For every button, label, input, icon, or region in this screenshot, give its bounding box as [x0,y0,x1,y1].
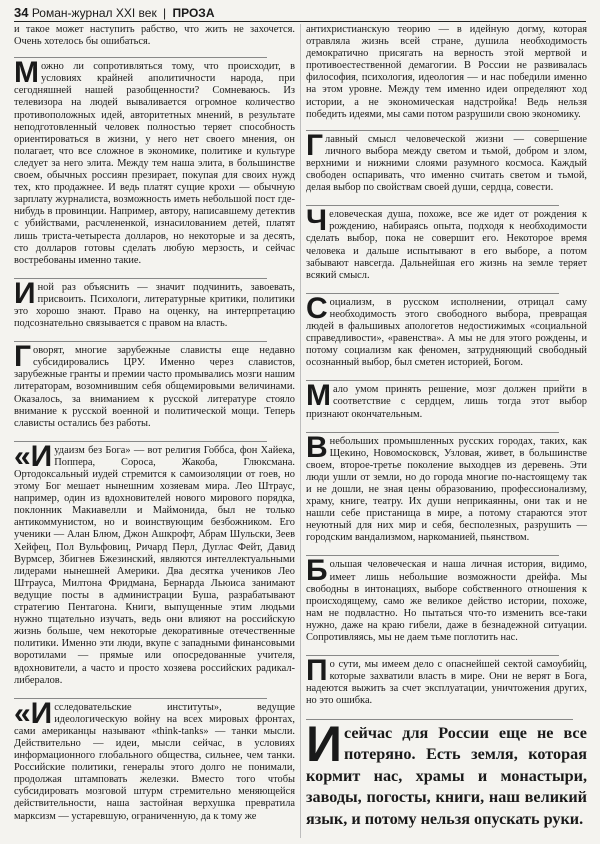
left-column [14,24,295,838]
continued-text: и такое может наступить рабство, что жить не захочется. Очень хотелось бы ошибаться. [14,24,295,48]
drop-cap: И [306,715,342,772]
page-header [14,4,215,21]
paragraph-text: удаизм без Бога» — вот религия Гоббса, фон Хайека, Поппера, Сороса, Жакоба, Глюксмана. Ортодоксальный иудей стремится к самоизоляции от гоев, но этому Бог мешает нынешним хозяевам мира. Лео Штраус, например, один из вдохновителей нового мирового порядка, поклонник Макиавелли и Маймонида, был не только антикоммунистом, но и воинствующим безбожником. Его ученики — Алан Блюм, Джон Ашкрофт, Абрам Шульски, Зеев Хейфец, Пол Вульфовиц, Ричард Перл, Дуглас Фейт, Давид Вурмсер, Збигнев Бжезинский, являются интеллектуальными лидерами нынешней Америки. Два десятка учеников Лео Штрауса, Милтона Фридмана, Бернарда Льюиса занимают ведущие посты в администрации Буша, разрабатывают стратегию Пентагона. Книги, выпущенные этим людьми нужно тщательно изучать, ведь они влияют на российскую жизнь больше, чем некоторые декоративные отечественные политики. Именно эти люди, вкупе с западными финансовыми воротилами — прямые или опосредованные учителя, вдохновители, а часто и просто хозяева российских радикал-либералов. [14,444,295,686]
paragraph [306,380,587,420]
paragraph-text: сследовательские институты», ведущие идеологическую войну на всех мировых фронтах, сами американцы называют «think-tanks» — танки мысли. Действительно — идеи, мысли сейчас, в условиях информационного глобального общества, сильнее, чем танки. Российские политики, генералы этого долго не понимали, продолжая штамповать железки. Вместо того чтобы субсидировать мозговой штурм стремительно меняющейся действительности, наша застойная верхушка превратила марксизм — устаревшую, ограниченную, да к тому же [14,701,295,822]
drop-cap: Г [306,128,324,162]
paragraph [14,278,295,330]
drop-cap: Б [306,554,328,588]
closing-paragraph [306,715,587,831]
drop-cap: М [14,56,39,90]
paragraph-text: ной раз объяснить — значит подчинить, завоевать, присвоить. Психологи, литературные критики, политики это хорошо знают. Право на оценку, на интерпретацию подсознательно связывается с правом на власть. [14,281,295,330]
paragraph-text: о сути, мы имеем дело с опаснейшей сектой самоубийц, которые захватили власть в мире. Они не верят в Бога, надеются выжить за счет эксплуатации, уничтожения других, но это ошибка. [306,659,587,707]
paragraph-text: небольших промышленных русских городах, таких, как Щекино, Новомосковск, Узловая, живет, в большинстве своем, второе-третье поколение выходцев из деревень. Эти люди ушли от земли, но до города многие по-настоящему так и не дошли, не зная цены образованию, профессионализму, храму, книге, театру. Их души неприкаянны, они так и не нашли себе пристанища в мире, а потому стараются этот неуютный для них мир и себя, бесполезных, разрушить — городским вандализмом, наркоманией, пьянством. [306,435,587,544]
drop-cap: В [306,430,328,464]
drop-cap: С [306,291,328,325]
paragraph [306,130,587,194]
paragraph-text: ало умом принять решение, мозг должен прийти в соответствие с сердцем, лишь тогда этот выбор признают окончательным. [306,384,587,420]
page-number: 34 [14,5,29,20]
drop-cap: «И [14,696,53,730]
paragraph-text: оворят, многие зарубежные слависты еще недавно субсидировались ЦРУ. Именно через славистов, зарубежные гранты и премии часто промывались мозги нашим литераторам, возомнившим себя общемировыми величинами. Оказалось, за вниманием к русской литературе стояло внимание к русской военной и политической мощи. Теперь слависты остались без работы. [14,345,295,429]
drop-cap: Г [14,340,32,374]
paragraph-text: ольшая человеческая и наша личная история, видимо, имеет лишь небольшие возможности дрейфа. Мы свободны в интонациях, выборе собственного отношения к происходящему, само же великое действо истории, похоже, нам не подвластно. Но пытаться что-то изменить все-таки нужно, даже на краю гибели, даже в безнадежной ситуации. Сопротивляясь, мы не даем тьме поглотить нас. [306,559,587,644]
paragraph-text: лавный смысл человеческой жизни — совершение личного выбора между светом и тьмой, добром и злом, верхними и нижними слоями разумного космоса. Каждый свободен оспаривать, что именно считать светом и тьмой, делая выбор по свойствам своей души, сердца, совести. [306,133,587,194]
paragraph [14,441,295,687]
paragraph-text: еловеческая душа, похоже, все же идет от рождения к рождению, набираясь опыта, подходя к необходимости сделать выбор, пока не совершит его. Некоторое время человека и дальше испытывают в его выборе, а потом забывают навсегда. Дальнейшая его жизнь на земле теряет всякий смысл. [306,209,587,281]
drop-cap: М [306,379,331,413]
paragraph [306,432,587,545]
paragraph [306,293,587,370]
paragraph [14,341,295,430]
journal-title: Роман-журнал XXI век [31,6,157,20]
header-rule [14,21,586,22]
continued-text: антихристианскую теорию — в идейную догму, которая отравляла жизнь всей стране, душила необходимость демократично присягать на верность этой мертвой и противоестественной демагогии. В России не развивалась философия, психология, идеология — и нас победили именно на этом уровне. Между тем именно идеи определяют ход истории, а не экономическая надстройка! Ведь нельзя победить идеями, мы сами потом разрушили свою экономику. [306,24,587,120]
paragraph [306,205,587,282]
column-divider [300,24,301,838]
section-name: ПРОЗА [172,6,215,20]
paragraph-text: оциализм, в русском исполнении, отрицал саму необходимость этого свободного выбора, превращая людей в фальшивых апологетов недостижимых «социальной справедливости», «равенства». А мы не для этого рождены, и потому социализм как феномен, затрудняющий свободный осознанный выбор, был сметен историей, Богом. [306,296,587,369]
paragraph [14,698,295,823]
drop-cap: Ч [306,204,328,238]
drop-cap: П [306,654,328,688]
paragraph [306,555,587,644]
right-column [306,24,587,838]
header-separator: | [163,6,167,20]
drop-cap: И [14,276,36,310]
paragraph-text: ожно ли сопротивляться тому, что происходит, в условиях крайней аполитичности народа, при сегодняшней нашей разобщенности? Сомневаюсь. Из телевизора на людей вываливается огромное количество противоположных идей, авторитетных мнений, в результате неподготовленный человек полностью теряет способность ориентироваться в жизни, у него нет своего мнения, он полагает, что все сложное в экономике, политике и культуре следует за него элита. Между тем наша элита, в большинстве своем, обычных россиян презирает, покупая для своих нужд тех, кто продажнее. И ведь платят сущие крохи — обычную зарплату журналиста, возможность иметь небольшой пост где-нибудь в провинции. Например, автору, написавшему детектив с убийствами, расчлененкой, изнасилованием детей, платят лишь триста-четыреста долларов, но некоторые и за десять, сто долларов готовы сделать любую мерзость, и сейчас востребованы именно такие. [14,61,295,266]
paragraph [306,655,587,707]
paragraph-text: сейчас для России еще не все потеряно. Есть земля, которая кормит нас, храмы и монастыри, заводы, погосты, книги, наш великий язык, и потому нельзя опускать руки. [306,723,587,828]
drop-cap: «И [14,439,53,473]
paragraph [14,57,295,267]
